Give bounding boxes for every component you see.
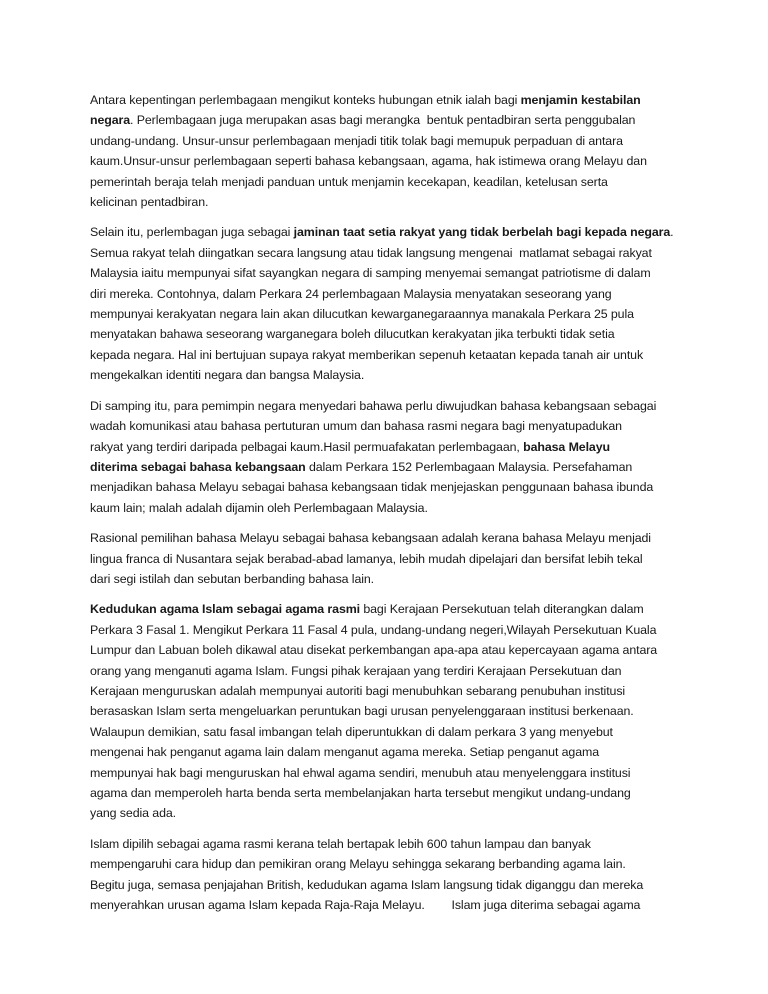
text-line xyxy=(90,549,678,569)
text-run: kelicinan pentadbiran. xyxy=(90,195,209,210)
text-line xyxy=(90,110,678,130)
text-run: wadah komunikasi atau bahasa pertuturan umum dan bahasa rasmi negara bagi menyatupadukan xyxy=(90,419,622,434)
text-line xyxy=(90,763,678,783)
paragraph xyxy=(90,834,678,916)
text-run: rakyat yang terdiri daripada pelbagai kaum.Hasil permuafakatan perlembagaan, xyxy=(90,439,524,454)
paragraph xyxy=(90,396,678,518)
bold-text: jaminan taat setia rakyat yang tidak berbelah bagi kepada negara xyxy=(293,225,671,240)
bold-text: diterima sebagai bahasa kebangsaan xyxy=(90,459,306,474)
text-run: mempunyai hak bagi menguruskan hal ehwal agama sendiri, menubuh atau menyelenggara institusi xyxy=(90,765,631,780)
text-run: Kerajaan menguruskan adalah mempunyai autoriti bagi menubuhkan sebarang penubuhan institusi xyxy=(90,683,626,698)
text-run: Walaupun demikian, satu fasal imbangan telah diperuntukkan di dalam perkara 3 yang menyebut xyxy=(90,724,613,739)
text-run: Di samping itu, para pemimpin negara menyedari bahawa perlu diwujudkan bahasa kebangsaan sebagai xyxy=(90,398,657,413)
text-run: Malaysia iaitu mempunyai sifat sayangkan negara di samping menyemai semangat patriotisme di dalam xyxy=(90,266,651,281)
text-run: Lumpur dan Labuan boleh dikawal atau disekat perkembangan apa-apa atau kepercayaan agama antara xyxy=(90,643,658,658)
text-line xyxy=(90,284,678,304)
text-run: berasaskan Islam serta mengeluarkan peruntukan bagi urusan penyelenggaraan institusi berkenaan. xyxy=(90,704,634,719)
text-line xyxy=(90,498,678,518)
text-run: . xyxy=(670,225,674,240)
text-line xyxy=(90,324,678,344)
paragraph xyxy=(90,222,678,385)
text-line xyxy=(90,457,678,477)
text-run: Perkara 3 Fasal 1. Mengikut Perkara 11 Fasal 4 pula, undang-undang negeri,Wilayah Persekutuan Kuala xyxy=(90,622,657,637)
text-run: pemerintah beraja telah menjadi panduan untuk menjamin kecekapan, keadilan, ketelusan serta xyxy=(90,174,608,189)
text-run: Islam dipilih sebagai agama rasmi kerana telah bertapak lebih 600 tahun lampau dan banyak xyxy=(90,836,591,851)
text-run: kaum.Unsur-unsur perlembagaan seperti bahasa kebangsaan, agama, hak istimewa orang Melayu dan xyxy=(90,154,647,169)
text-line xyxy=(90,437,678,457)
text-line xyxy=(90,172,678,192)
text-run: kaum lain; malah adalah dijamin oleh Perlembagaan Malaysia. xyxy=(90,500,428,515)
text-line xyxy=(90,528,678,548)
text-run: Rasional pemilihan bahasa Melayu sebagai bahasa kebangsaan adalah kerana bahasa Melayu menjadi xyxy=(90,531,651,546)
text-run: orang yang menganuti agama Islam. Fungsi pihak kerajaan yang terdiri Kerajaan Persekutuan dan xyxy=(90,663,622,678)
text-line xyxy=(90,620,678,640)
text-line xyxy=(90,599,678,619)
text-line xyxy=(90,345,678,365)
text-line xyxy=(90,90,678,110)
text-line xyxy=(90,396,678,416)
text-run: mempengaruhi cara hidup dan pemikiran orang Melayu sehingga sekarang berbanding agama lain. xyxy=(90,857,626,872)
text-line xyxy=(90,640,678,660)
text-run: Antara kepentingan perlembagaan mengikut konteks hubungan etnik ialah bagi xyxy=(90,93,521,107)
text-line xyxy=(90,243,678,263)
text-run: lingua franca di Nusantara sejak berabad-abad lamanya, lebih mudah dipelajari dan bersifat lebih tekal xyxy=(90,551,643,566)
text-line xyxy=(90,151,678,171)
text-run: kepada negara. Hal ini bertujuan supaya rakyat memberikan sepenuh ketaatan kepada tanah air untuk xyxy=(90,347,644,362)
text-line xyxy=(90,365,678,385)
text-line xyxy=(90,192,678,212)
text-run: mempunyai kerakyatan negara lain akan dilucutkan kewarganegaraannya manakala Perkara 25 pula xyxy=(90,307,634,322)
text-line xyxy=(90,803,678,823)
text-run: bagi Kerajaan Persekutuan telah diterangkan dalam xyxy=(360,602,644,617)
text-line xyxy=(90,263,678,283)
paragraph xyxy=(90,90,678,212)
text-run: dalam Perkara 152 Perlembagaan Malaysia. Persefahaman xyxy=(305,459,633,474)
text-run: menyatakan bahawa seseorang warganegara boleh dilucutkan kerakyatan jika terbukti tidak setia xyxy=(90,327,615,342)
text-line xyxy=(90,742,678,762)
text-run: Selain itu, perlembagan juga sebagai xyxy=(90,225,294,240)
text-line xyxy=(90,304,678,324)
text-line xyxy=(90,681,678,701)
text-line xyxy=(90,569,678,589)
paragraph xyxy=(90,599,678,823)
text-run: menyerahkan urusan agama Islam kepada Raja-Raja Melayu. Islam juga diterima sebagai agama xyxy=(90,898,641,913)
bold-text: negara xyxy=(90,113,131,128)
bold-text: Kedudukan agama Islam sebagai agama rasmi xyxy=(90,602,360,617)
bold-text: bahasa Melayu xyxy=(523,439,610,454)
text-line xyxy=(90,783,678,803)
text-run: . Perlembagaan juga merupakan asas bagi merangka bentuk pentadbiran serta penggubalan xyxy=(130,113,636,128)
text-line xyxy=(90,477,678,497)
text-line xyxy=(90,222,678,242)
text-line xyxy=(90,895,678,915)
text-line xyxy=(90,416,678,436)
text-line xyxy=(90,854,678,874)
text-line xyxy=(90,834,678,854)
text-run: Semua rakyat telah diingatkan secara langsung atau tidak langsung mengenai matlamat sebagai rakyat xyxy=(90,245,652,260)
text-run: yang sedia ada. xyxy=(90,806,176,821)
text-line xyxy=(90,875,678,895)
text-line xyxy=(90,701,678,721)
text-run: menjadikan bahasa Melayu sebagai bahasa kebangsaan tidak menjejaskan penggunaan bahasa ibunda xyxy=(90,480,654,495)
text-run: mengenai hak penganut agama lain dalam menganut agama mereka. Setiap penganut agama xyxy=(90,745,600,760)
paragraph xyxy=(90,528,678,589)
bold-text: menjamin kestabilan xyxy=(520,93,641,107)
text-line xyxy=(90,661,678,681)
text-line xyxy=(90,131,678,151)
text-run: diri mereka. Contohnya, dalam Perkara 24 perlembagaan Malaysia menyatakan seseorang yang xyxy=(90,286,612,301)
text-run: agama dan memperoleh harta benda serta membelanjakan harta tersebut mengikut undang-undang xyxy=(90,786,631,800)
text-line xyxy=(90,722,678,742)
text-run: undang-undang. Unsur-unsur perlembagaan menjadi titik tolak bagi memupuk perpaduan di antara xyxy=(90,133,623,148)
text-run: Begitu juga, semasa penjajahan British, kedudukan agama Islam langsung tidak diganggu dan mereka xyxy=(90,877,644,892)
text-run: mengekalkan identiti negara dan bangsa Malaysia. xyxy=(90,368,365,383)
text-run: dari segi istilah dan sebutan berbanding bahasa lain. xyxy=(90,571,375,586)
